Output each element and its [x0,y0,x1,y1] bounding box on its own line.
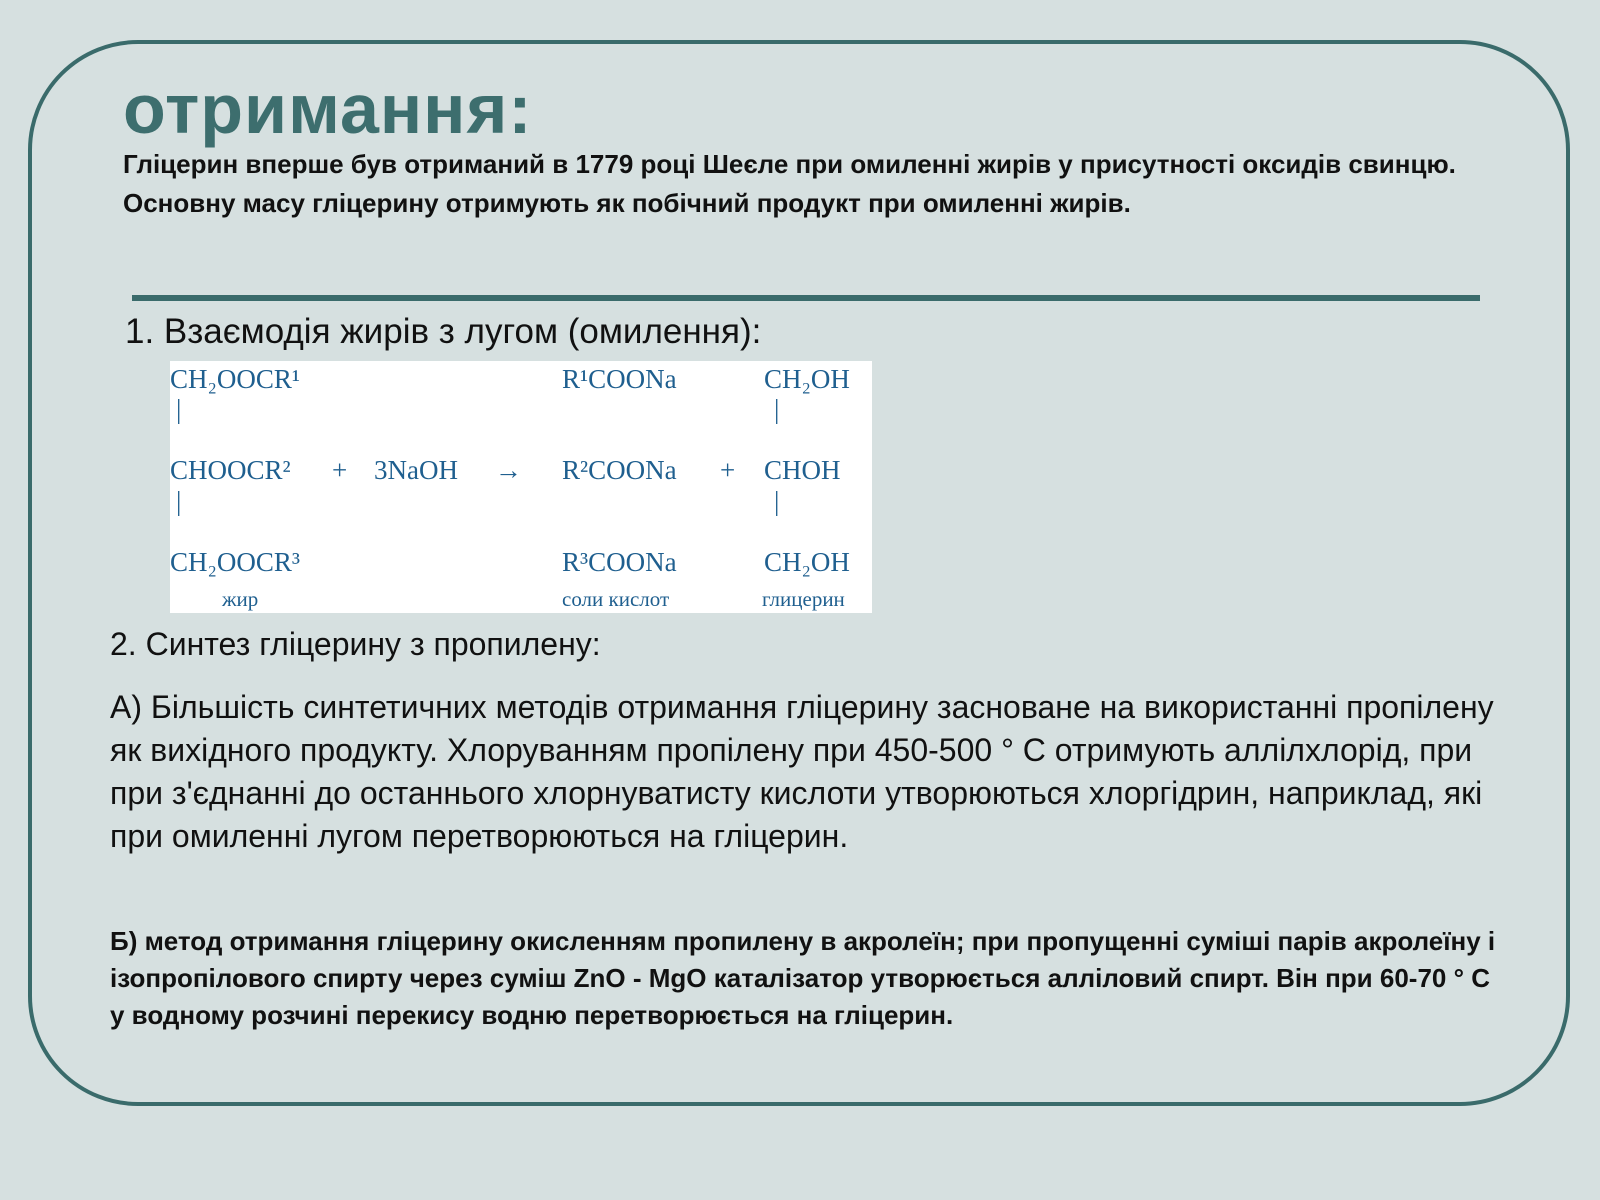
saponification-reaction [170,361,872,613]
fat-formula-1: CH₂OOCR¹ [170,364,301,394]
step1-heading: 1. Взаємодія жирів з лугом (омилення): [125,312,762,351]
glycerol-label: глицерин [762,587,845,611]
fat-label: жир [222,587,259,611]
fat-formula-3: CH₂OOCR³ [170,547,301,577]
glycerol-bond-1: | [774,394,780,424]
glycerol-bond-2: | [774,486,780,516]
intro-paragraph: Гліцерин вперше був отриманий в 1779 році Шеєле при омиленні жирів у присутності оксидів свинцю. Основну масу гліцерину отримують як побічний продукт при омиленні жирів. [123,149,1456,218]
glycerol-formula-1: CH₂OH [764,364,850,394]
fat-formula-2: CHOOCR² [170,455,291,485]
fat-bond-1: | [176,394,182,424]
fat-bond-2: | [176,486,182,516]
glycerol-formula-3: CH₂OH [764,547,850,577]
salts-label: соли кислот [562,587,670,611]
salt-formula-3: R³COONa [562,547,677,577]
glycerol-formula-2: CHOH [764,455,841,485]
reagent-naoh: 3NaOH [374,455,458,485]
paragraph-b: Б) метод отримання гліцерину окисленням пропилену в акролеїн; при пропущенні суміші парів акролеїну і ізопропілового спирту через суміш ZnO - MgO каталізатор утворюється алліловий спирт. Він при 60-70 ° С у водному розчині перекису водню перетворюється на гліцерин. [110,926,1496,1030]
step2-heading: 2. Синтез гліцерину з пропилену: [110,626,601,662]
plus-sign-2: + [720,455,736,485]
divider-line [132,295,1480,301]
salt-formula-2: R²COONa [562,455,677,485]
salt-formula-1: R¹COONa [562,364,677,394]
plus-sign-1: + [332,455,348,485]
slide-title: отримання: [123,70,533,148]
paragraph-a: А) Більшість синтетичних методів отримання гліцерину засноване на використанні пропілену як вихідного продукту. Хлоруванням пропілену при 450-500 ° С отримують аллілхлорід, при при з'єднанні до останнього хлорнуватисту кислоти утворюються хлоргідрин, наприклад, які при омиленні лугом перетворюються на гліцерин. [110,689,1494,854]
reaction-arrow: → [495,455,522,485]
